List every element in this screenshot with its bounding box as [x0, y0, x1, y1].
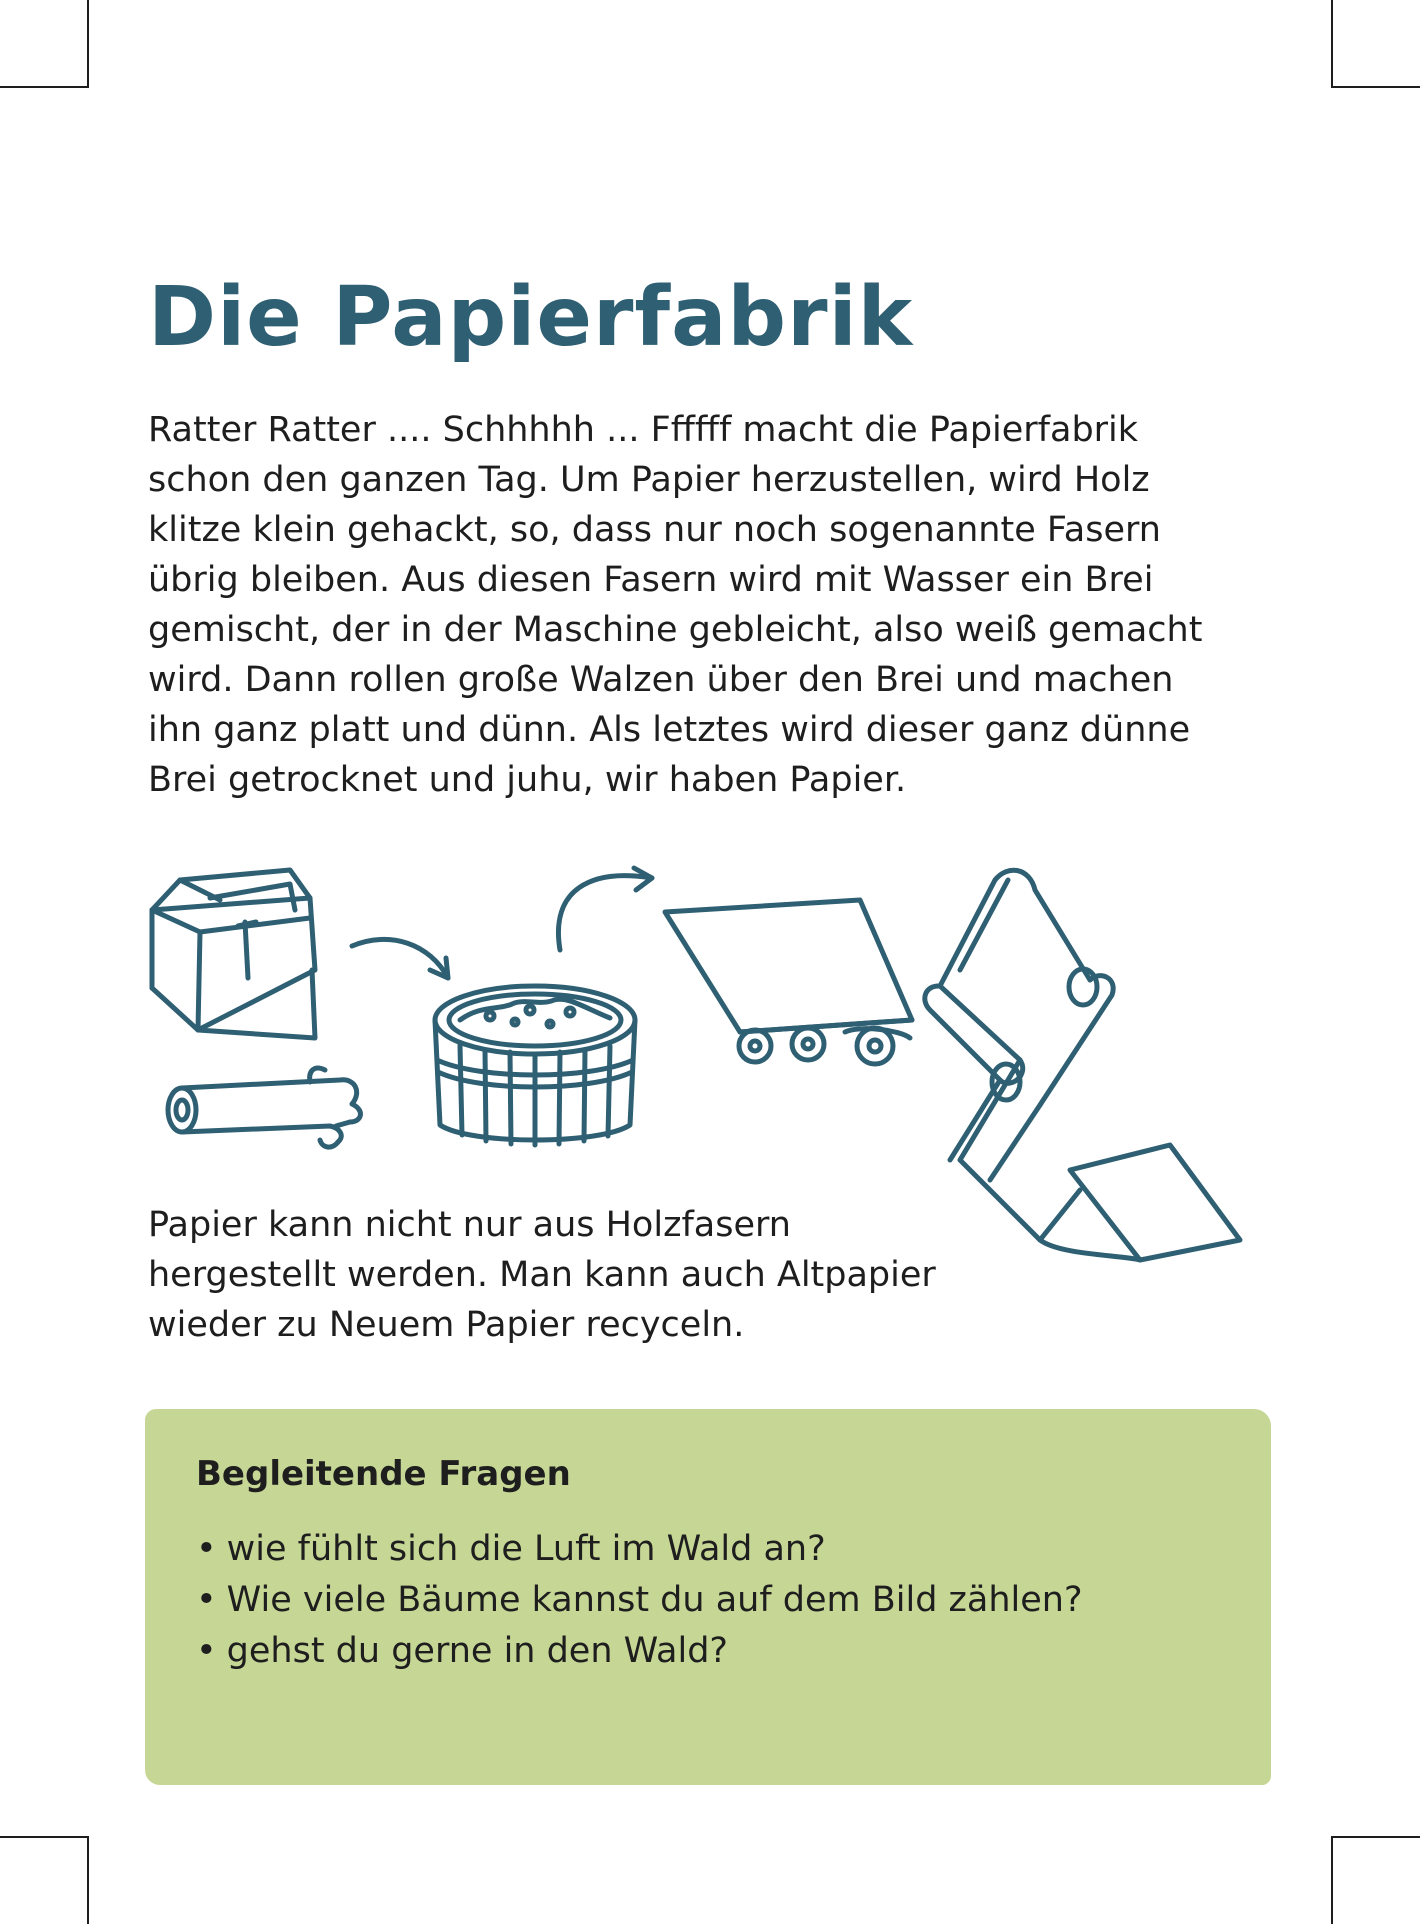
bullet-icon: • [196, 1580, 217, 1620]
body-line: Brei getrocknet und juhu, wir haben Papier. [148, 760, 907, 800]
list-item [196, 1524, 1083, 1575]
questions-heading: Begleitende Fragen [196, 1454, 571, 1494]
body-line: klitze klein gehackt, so, dass nur noch sogenannte Fasern [148, 510, 1161, 550]
recycling-note [148, 1200, 936, 1350]
note-line: hergestellt werden. Man kann auch Altpapier [148, 1255, 936, 1295]
log-icon [168, 1068, 360, 1147]
bullet-icon: • [196, 1529, 217, 1569]
crop-mark-top-right-v [1331, 0, 1333, 88]
arrow-icon [558, 868, 652, 950]
arrow-icon [352, 939, 448, 978]
body-line: ihn ganz platt und dünn. Als letztes wird dieser ganz dünne [148, 710, 1191, 750]
crop-mark-bottom-right-v [1331, 1836, 1333, 1924]
list-item [196, 1575, 1083, 1626]
crop-mark-bottom-left-v [87, 1836, 89, 1924]
note-line: Papier kann nicht nur aus Holzfasern [148, 1205, 791, 1245]
note-line: wieder zu Neuem Papier recyceln. [148, 1305, 745, 1345]
crop-mark-top-left-v [87, 0, 89, 88]
question-text: Wie viele Bäume kannst du auf dem Bild zählen? [226, 1580, 1083, 1620]
list-item [196, 1626, 1083, 1677]
body-line: gemischt, der in der Maschine gebleicht, also weiß gemacht [148, 610, 1203, 650]
page-title: Die Papierfabrik [148, 270, 914, 365]
questions-box [148, 1412, 1268, 1782]
body-line: übrig bleiben. Aus diesen Fasern wird mit Wasser ein Brei [148, 560, 1154, 600]
questions-list [196, 1524, 1083, 1677]
crop-mark-bottom-left-h [0, 1836, 88, 1838]
body-line: schon den ganzen Tag. Um Papier herzustellen, wird Holz [148, 460, 1150, 500]
body-line: wird. Dann rollen große Walzen über den Brei und machen [148, 660, 1174, 700]
cardboard-box-icon [152, 870, 315, 1038]
pulp-tub-icon [435, 986, 635, 1145]
body-line: Ratter Ratter .... Schhhhh ... Ffffff macht die Papierfabrik [148, 410, 1139, 450]
crop-mark-bottom-right-h [1331, 1836, 1420, 1838]
question-text: gehst du gerne in den Wald? [226, 1631, 728, 1671]
crop-mark-top-left-h [0, 86, 88, 88]
crop-mark-top-right-h [1331, 86, 1420, 88]
body-paragraph [148, 405, 1278, 805]
bullet-icon: • [196, 1631, 217, 1671]
question-text: wie fühlt sich die Luft im Wald an? [226, 1529, 826, 1569]
